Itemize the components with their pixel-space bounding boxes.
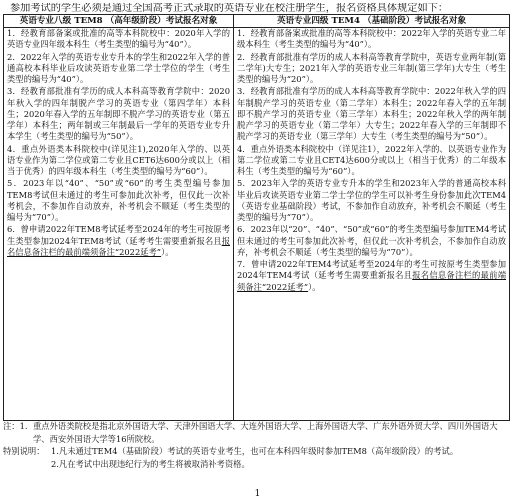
tem8-item-6-text: 6．曾申请2022年TEM8考试延考至2024年的考生可按原考生类型参加2024年TEM8考试（延考考生需要重新报名且: [7, 224, 230, 246]
tem4-item-3: 3．经教育部批准有学历的成人本科高等教育学院中：2022年秋入学的四年制脱产学习的英语专业（第二学年）本科生；2022年春入学的五年制即不脱产学习的英语专业（第三学年）本科生；2022年秋入学的两年制脱产学习的英语专业（第二学年）大专生；2022年春入学的三年制即不脱产学习的英语专业（第三学年）大专生（考生类型的编号为“50”）。: [237, 86, 506, 142]
eligibility-table: [3, 14, 510, 421]
special-note: [3, 445, 511, 470]
special-note-label: 特别说明：: [3, 446, 45, 456]
tem4-eligibility-cell: [234, 28, 510, 421]
tem4-item-6: 6．2023年以“20”、“40”、“50”或“60”的考生类型编号参加TEM4考试但未通过的考生可参加此次补考，但仅此一次补考机会，不参加作自动放弃，补考机会不顺延（考生类型的编号为“70”）。: [237, 224, 506, 257]
note-1-label: 注：1.: [3, 421, 28, 431]
tem4-item-1: 1．经教育部备案或批准的高等本科院校中：2022年入学的英语专业二年级本科生（考生类型的编号为“40”）。: [237, 28, 506, 50]
page-number: 1: [254, 489, 261, 499]
special-note-item-1: 1.凡未通过TEM4（基础阶段）考试的英语专业考生，也可在本科四年级时参加TEM8（高年级阶段）的考试。: [51, 446, 459, 456]
tem8-item-6-close: ）。: [161, 246, 174, 257]
tem8-eligibility-cell: [4, 28, 234, 421]
special-note-item-2: 2.凡在考试中出现违纪行为的考生将被取消补考资格。: [51, 458, 250, 469]
tem8-item-1: 1．经教育部备案或批准的高等本科院校中：2020年入学的英语专业四年级本科生（考生类型的编号为“40”）。: [7, 28, 230, 50]
tem8-item-4: 4．重点外语类本科院校中(详见注1),2020年入学的、以英语专业作为第二学位或第二专业且CET6达600分或以上（相当于优秀）的四年级本科生（考生类型的编号为“60”）。: [7, 143, 230, 176]
tem4-item-4: 4．重点外语类本科院校中（详见注1），2022年入学的、以英语专业作为第二学位或第二专业且CET4达600分或以上（相当于优秀）的二年级本科生（考生类型的编号为“60”）。: [237, 143, 506, 176]
tem8-item-6: [7, 224, 230, 258]
tem8-item-3: 3．经教育部批准有学历的成人本科高等教育学院中：2020年秋入学的四年制脱产学习的英语专业（第四学年）本科生；2020年春入学的五年制即不脱产学习的英语专业（第五学年）本科生；两年制或三年制最后一学年的英语专业专升本学生（考生类型的编号为“50”）。: [7, 86, 230, 142]
tem8-item-5: 5．2023年以“40”、“50”或“60”的考生类型编号参加TEM8考试但未通过的考生可参加此次补考，但仅此一次补考机会，不参加作自动放弃，补考机会不顺延（考生类型的编号为“70”）。: [7, 178, 230, 222]
tem4-item-7-text: 7．曾申请2022年TEM4考试延考至2024年的考生可按原考生类型参加2024年TEM4考试（延考考生需要重新报名且: [237, 259, 506, 281]
note-1: [3, 420, 511, 445]
tem8-item-6-underlined-note: 报名信息备注栏的最前端须备注“2022延考”: [7, 235, 230, 257]
tem8-item-2: 2．2022年入学的英语专业专升本的学生和2022年入学的普通高校本科毕业后攻读英语专业第二学士学位的学生（考生类型的编号为“40”）。: [7, 51, 230, 84]
tem4-item-7-underlined-note: 报名信息备注栏的最前端须备注“2022延考”: [237, 270, 506, 292]
note-1-text: 重点外语类院校是指北京外国语大学、天津外国语大学、大连外国语大学、上海外国语大学、广东外语外贸大学、四川外国语大学、西安外国语大学等16所院校。: [33, 421, 498, 444]
tem4-item-2: 2．经教育部批准有学历的成人本科高等教育学院中，英语专业两年制(第二学年)大专生；2021年入学的英语专业三年制(第三学年)大专生（考生类型的编号为“20”）。: [237, 51, 506, 84]
tem4-item-7: [237, 259, 506, 293]
intro-paragraph: 参加考试的学生必须是通过全国高考正式录取的英语专业在校注册学生，报名资格具体规定如下：: [10, 3, 449, 14]
tem4-item-5: 5．2023年入学的英语专业专升本的学生和2023年入学的普通高校本科毕业后攻读英语专业第二学士学位的学生可以补考生身份参加此次TEM4（英语专业基础阶段）考试，不参加作自动放弃，补考机会不顺延（考生类型的编号为“70”）。: [237, 178, 506, 222]
tem8-column-header: 英语专业八级 TEM8 （高年级阶段）考试报名对象: [4, 15, 234, 28]
tem4-item-7-close: ）。: [308, 281, 321, 292]
notes-section: [3, 420, 511, 470]
tem4-column-header: 英语专业四级 TEM4 （基础阶段）考试报名对象: [234, 15, 510, 28]
